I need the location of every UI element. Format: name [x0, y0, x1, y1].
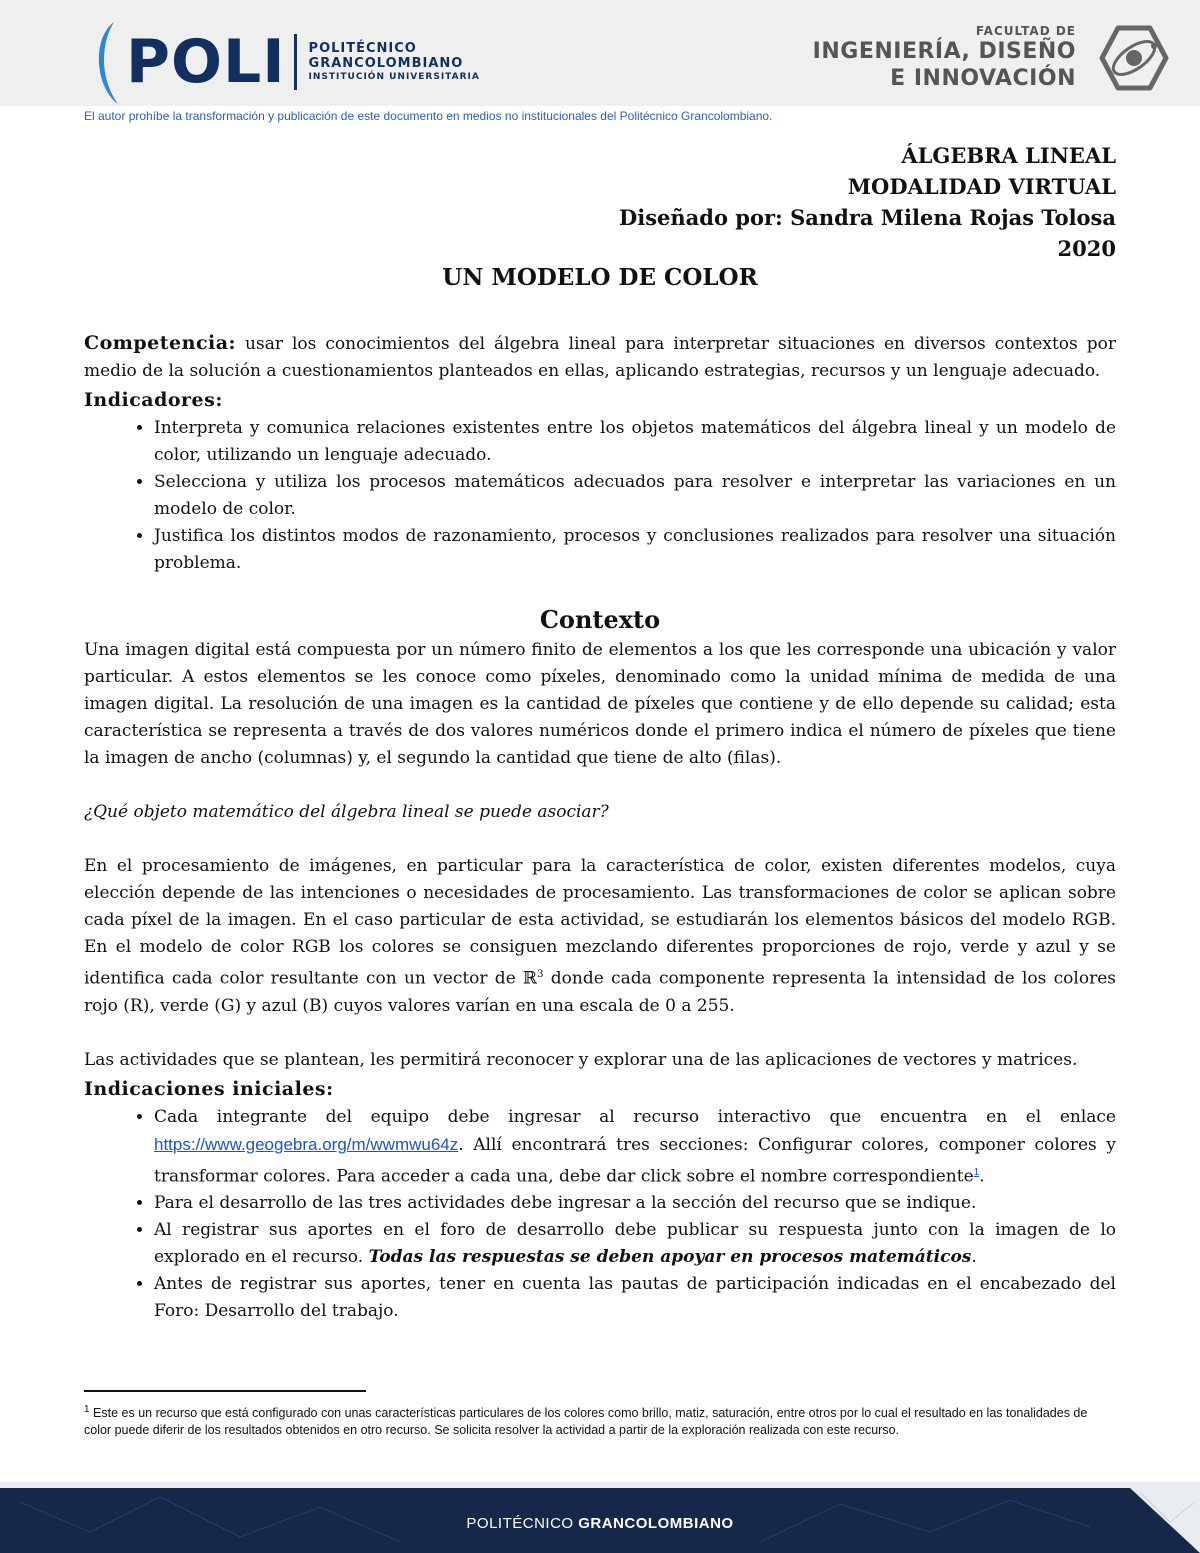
p2-superscript: 3 — [537, 969, 544, 980]
indicadores-list — [84, 415, 1116, 577]
p2-text-1: En el procesamiento de imágenes, en particular para la característica de color, existen diferentes modelos, cuya elección depende de las intenciones o necesidades de procesamiento. Las transformaciones de color se aplican sobre cada píxel de la imagen. En el caso particular de esta actividad, se estudiarán los elementos básicos del modelo RGB. En el modelo de color RGB los colores se consiguen mezclando diferentes proporciones de rojo, verde y azul y se identifica cada color resultante con un vector de ℝ — [84, 856, 1116, 989]
course-name: ÁLGEBRA LINEAL — [901, 143, 1116, 168]
geogebra-link[interactable]: https://www.geogebra.org/m/wwmwu64z — [154, 1134, 459, 1154]
logo-separator — [294, 34, 297, 90]
contexto-paragraph-1: Una imagen digital está compuesta por un número finito de elementos a los que les corresponde una ubicación y valor particular. A estos elementos se les conoce como píxeles, denominado como la unidad mínima de medida de una imagen digital. La resolución de una imagen es la cantidad de píxeles que contiene y de ello depende su calidad; esta característica se representa a través de dos valores numéricos donde el primero indica el número de píxeles que tiene la imagen de ancho (columnas) y, el segundo la cantidad que tiene de alto (filas). — [84, 640, 1116, 768]
author: Diseñado por: Sandra Milena Rojas Tolosa — [619, 205, 1116, 230]
logo-line2: GRANCOLOMBIANO — [308, 55, 464, 71]
list-item — [154, 1104, 1116, 1191]
faculty-logo — [813, 24, 1076, 92]
item1-text-2: . Allí encontrará tres secciones: Configurar colores, componer colores y transformar colores. Para acceder a cada una, debe dar click sobre el nombre correspondiente — [154, 1134, 1116, 1187]
item1-end: . — [979, 1166, 985, 1187]
p2-text-2: donde cada componente representa la intensidad de los colores rojo (R), verde (G) y azul (B) cuyos valores varían en una escala de 0 a 255. — [84, 968, 1116, 1016]
list-item: • Justifica los distintos modos de razonamiento, procesos y conclusiones realizados para resolver una situación problema. — [154, 523, 1116, 577]
footer-brand — [0, 1515, 1200, 1532]
copyright-notice: El autor prohíbe la transformación y publicación de este documento en medios no institucionales del Politécnico Grancolombiano. — [84, 109, 773, 123]
faculty-line1: FACULTAD DE — [975, 24, 1076, 38]
contexto-paragraph-2 — [84, 853, 1116, 1020]
competencia-text: usar los conocimientos del álgebra lineal para interpretar situaciones en diversos contextos por medio de la solución a cuestionamientos planteados en ellas, aplicando estrategias, recursos y un lenguaje adecuado. — [84, 334, 1116, 381]
contexto-paragraph-3: Las actividades que se plantean, les permitirá reconocer y explorar una de las aplicaciones de vectores y matrices. — [84, 1049, 1078, 1070]
item1-text-1: Cada integrante del equipo debe ingresar al recurso interactivo que encuentra en el enlace — [154, 1106, 1116, 1127]
indicaciones-heading: Indicaciones iniciales: — [84, 1077, 334, 1100]
document-title: UN MODELO DE COLOR — [442, 264, 758, 291]
logo-poli-text: POLI — [126, 27, 286, 97]
atom-icon — [1098, 22, 1170, 94]
modality: MODALIDAD VIRTUAL — [847, 174, 1116, 199]
list-item: • Antes de registrar sus aportes, tener en cuenta las pautas de participación indicadas en el encabezado del Foro: Desarrollo del trabajo. — [154, 1271, 1116, 1325]
footnote-text: Este es un recurso que está configurado con unas características particulares de los colores como brillo, matiz, saturación, entre otros por lo cual el resultado en las tonalidades de color puede diferir de los resultados obtenidos en otro recurso. Se solicita resolver la actividad a partir de la exploración realizada con este recurso. — [84, 1406, 1088, 1438]
footnote — [84, 1401, 1116, 1439]
main-content — [84, 330, 1116, 1325]
logo-line1: POLITÉCNICO — [308, 40, 417, 56]
question-text: ¿Qué objeto matemático del álgebra lineal se puede asociar? — [84, 802, 609, 822]
poli-logo — [92, 20, 480, 104]
item3-end: . — [971, 1247, 977, 1268]
logo-line3: INSTITUCIÓN UNIVERSITARIA — [308, 71, 480, 82]
logo-mark-icon — [92, 20, 122, 104]
footer-brand-bold: GRANCOLOMBIANO — [578, 1515, 734, 1532]
competencia-paragraph — [84, 330, 1116, 385]
footnote-rule — [84, 1390, 366, 1392]
document-meta — [619, 140, 1116, 264]
competencia-label: Competencia: — [84, 332, 237, 354]
faculty-line3: E INNOVACIÓN — [890, 66, 1076, 91]
contexto-question — [84, 799, 1116, 826]
faculty-line2: INGENIERÍA, DISEÑO — [812, 39, 1076, 64]
logo-institution — [309, 41, 480, 84]
footnote-number: 1 — [84, 1404, 90, 1415]
footer-brand-light: POLITÉCNICO — [466, 1515, 579, 1532]
list-item: • Interpreta y comunica relaciones existentes entre los objetos matemáticos del álgebra lineal y un modelo de color, utilizando un lenguaje adecuado. — [154, 415, 1116, 469]
list-item — [154, 1217, 1116, 1271]
indicadores-heading: Indicadores: — [84, 389, 223, 411]
item3-text: Al registrar sus aportes en el foro de desarrollo debe publicar su respuesta junto con la imagen de lo explorado en el recurso. — [154, 1220, 1116, 1268]
list-item: • Selecciona y utiliza los procesos matemáticos adecuados para resolver e interpretar las variaciones en un modelo de color. — [154, 469, 1116, 523]
footnote-ref-link[interactable]: 1 — [973, 1166, 980, 1178]
item3-emphasis: Todas las respuestas se deben apoyar en procesos matemáticos — [368, 1247, 972, 1268]
contexto-heading: Contexto — [539, 605, 661, 634]
list-item: • Para el desarrollo de las tres actividades debe ingresar a la sección del recurso que se indique. — [154, 1190, 1116, 1217]
indicaciones-list — [84, 1104, 1116, 1326]
year: 2020 — [1057, 236, 1116, 261]
